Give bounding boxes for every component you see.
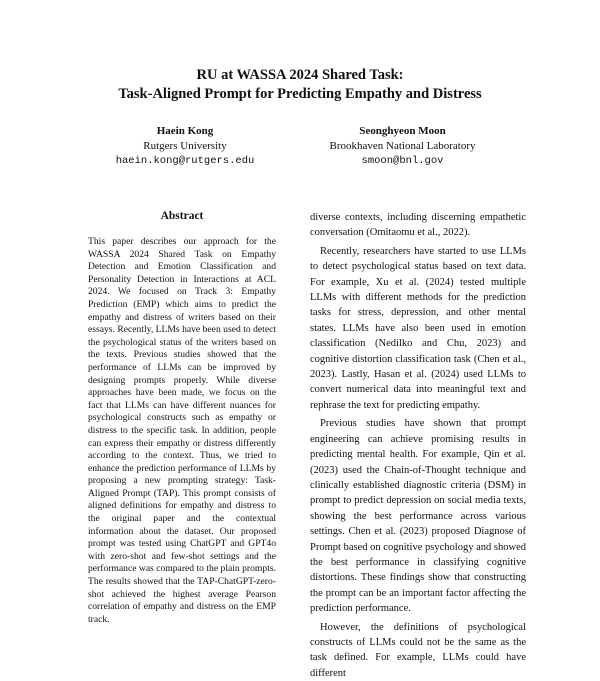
author-name: Haein Kong [156,125,214,137]
abstract-body [88,236,276,626]
paper-title [0,66,600,104]
abstract-heading: Abstract [160,210,204,222]
body-column-right [310,210,526,681]
author-name: Seonghyeon Moon [359,125,446,137]
author-affiliation: Brookhaven National Laboratory [329,140,476,152]
title-line-2: Task-Aligned Prompt for Predicting Empathy and Distress [118,86,482,102]
body-paragraph-4: However, the definitions of psychological constructs of LLMs could not be the same as the task defined. For example, LLMs could have different [310,621,526,679]
author-email: haein.kong@rutgers.edu [115,155,255,167]
author-email: smoon@bnl.gov [361,155,444,167]
body-paragraph-3: Previous studies have shown that prompt engineering can achieve promising results in predicting mental health. For example, Qin et al. (2023) used the Chain-of-Thought technique and clinically established diagnostic criteria (DSM) in prompt to predict depression on social media texts, showing the best performance across various settings. Chen et al. (2023) proposed Diagnose of Prompt based on cognitive psychology and showed the best performance in classifying cognitive distortions. These findings show that constructing the prompt can be an important factor affecting the prediction performance. [310,418,526,615]
title-line-1: RU at WASSA 2024 Shared Task: [196,67,404,83]
body-paragraph-2: Recently, researchers have started to use LLMs to detect psychological status based on text data. For example, Xu et al. (2024) tested multiple LLMs with different methods for the prediction tasks for stress, depression, and other mental states. LLMs have also been used in emotion classification (Nedilko and Chu, 2023) and cognitive distortion classification task (Chen et al., 2023). Lastly, Hasan et al. (2024) used LLMs to convert numerical data into meaningful text and rephrase the text for predicting empathy. [310,245,526,411]
author-block-1 [110,124,260,169]
body-paragraph-1: diverse contexts, including discerning empathetic conversation (Omitaomu et al., 2022). [310,212,526,239]
author-affiliation: Rutgers University [143,140,227,152]
author-block-2 [305,124,500,169]
abstract-paragraph: This paper describes our approach for the WASSA 2024 Shared Task on Empathy Detection and Emotion Classification and Personality Detection in Interactions at ACL 2024. We focused on Track 3: Empathy Prediction (EMP) which aims to predict the empathy and distress of writers based on their essays. Recently, LLMs have been used to detect the psychological status of the writers based on the texts. Previous studies showed that the performance of LLMs can be improved by designing prompts properly. While diverse approaches have been made, we focus on the fact that LLMs can have different nuances for psychological constructs such as empathy or distress to the specific task. In addition, people can express their empathy or distress differently according to the context. Thus, we tried to enhance the prediction performance of LLMs by proposing a new prompting strategy: Task-Aligned Prompt (TAP). This prompt consists of aligned definitions for empathy and distress to the original paper and the contextual information about the dataset. Our proposed prompt was tested using ChatGPT and GPT4o with zero-shot and few-shot settings and the performance was compared to the plain prompts. The results showed that the TAP-ChatGPT-zero-shot achieved the highest average Pearson correlation of empathy and distress on the EMP track. [88,236,276,625]
